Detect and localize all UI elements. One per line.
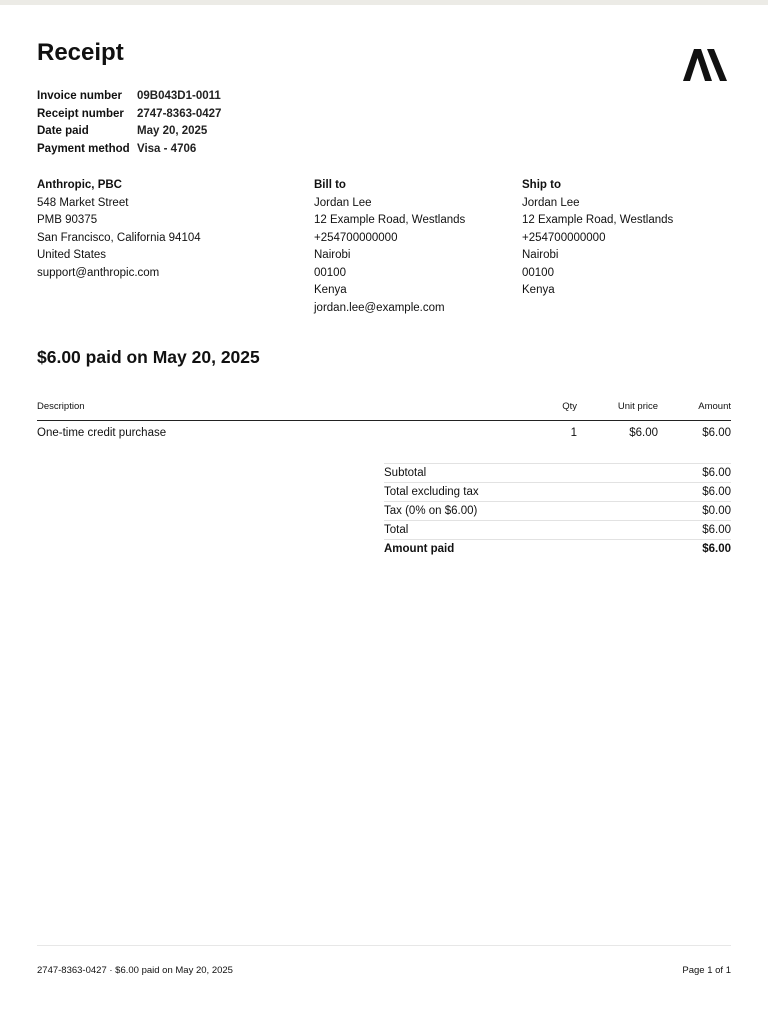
address-line: Nairobi (314, 249, 351, 261)
meta-value: May 20, 2025 (137, 125, 208, 137)
address-line: Kenya (522, 284, 555, 296)
address-line: United States (37, 249, 107, 261)
meta-value: 2747-8363-0427 (137, 107, 222, 120)
total-label: Total (384, 524, 409, 536)
page-indicator: Page 1 of 1 (682, 965, 731, 976)
address-line: Jordan Lee (522, 196, 580, 209)
meta-label: Invoice number (37, 90, 122, 102)
footer-divider (37, 945, 731, 946)
meta-label: Date paid (37, 125, 89, 137)
bill-to-address (314, 177, 465, 317)
row-description: One-time credit purchase (37, 427, 167, 439)
total-value: $0.00 (702, 505, 731, 517)
total-value: $6.00 (702, 543, 731, 555)
total-value: $6.00 (702, 486, 731, 498)
total-value: $6.00 (702, 524, 731, 536)
meta-label: Payment method (37, 142, 130, 155)
top-strip (0, 0, 768, 5)
address-line: San Francisco, California 94104 (37, 231, 201, 244)
totals-summary (384, 463, 731, 558)
address-line: Nairobi (522, 249, 559, 261)
total-row (384, 520, 731, 539)
header-amount: Amount (698, 401, 731, 412)
ship-to-heading: Ship to (522, 179, 561, 191)
address-line: 00100 (522, 266, 554, 279)
page-title: Receipt (37, 39, 124, 66)
meta-row-invoice-number (37, 88, 221, 106)
address-line: 12 Example Road, Westlands (314, 214, 466, 226)
meta-value: Visa - 4706 (137, 142, 197, 155)
header-description: Description (37, 401, 85, 412)
address-line: PMB 90375 (37, 214, 98, 226)
meta-row-date-paid (37, 123, 221, 141)
address-line: 00100 (314, 266, 346, 279)
table-row (37, 427, 731, 445)
row-unit-price: $6.00 (629, 427, 658, 439)
bill-to-email: jordan.lee@example.com (314, 301, 445, 314)
meta-row-receipt-number (37, 106, 221, 124)
ship-to-address (522, 177, 673, 300)
header-unit-price: Unit price (617, 401, 658, 412)
address-line: Kenya (314, 284, 347, 296)
address-line: 548 Market Street (37, 196, 129, 209)
bill-to-heading: Bill to (314, 179, 346, 191)
footer-summary: 2747-8363-0427 · $6.00 paid on May 20, 2025 (37, 965, 233, 976)
anthropic-logo (683, 49, 727, 81)
address-line: Jordan Lee (314, 196, 372, 209)
total-excluding-tax-row (384, 482, 731, 501)
row-amount: $6.00 (702, 427, 731, 439)
tax-row (384, 501, 731, 520)
address-line: 12 Example Road, Westlands (522, 214, 674, 226)
total-value: $6.00 (702, 467, 731, 479)
seller-name: Anthropic, PBC (37, 179, 122, 191)
total-label: Subtotal (384, 467, 427, 479)
meta-value: 09B043D1-0011 (137, 90, 221, 102)
total-label: Total excluding tax (384, 486, 479, 498)
row-qty: 1 (570, 427, 577, 439)
support-email: support@anthropic.com (37, 266, 160, 279)
total-label: Tax (0% on $6.00) (384, 505, 478, 517)
subtotal-row (384, 463, 731, 482)
amount-paid-row (384, 539, 731, 558)
total-label: Amount paid (384, 543, 455, 555)
address-line: +254700000000 (522, 231, 606, 244)
address-line: +254700000000 (314, 231, 398, 244)
seller-address (37, 177, 201, 282)
meta-row-payment-method (37, 141, 221, 159)
paid-summary-heading: $6.00 paid on May 20, 2025 (37, 347, 260, 367)
receipt-meta (37, 88, 221, 158)
meta-label: Receipt number (37, 107, 124, 120)
header-qty: Qty (562, 401, 577, 412)
items-table-header (37, 400, 731, 421)
